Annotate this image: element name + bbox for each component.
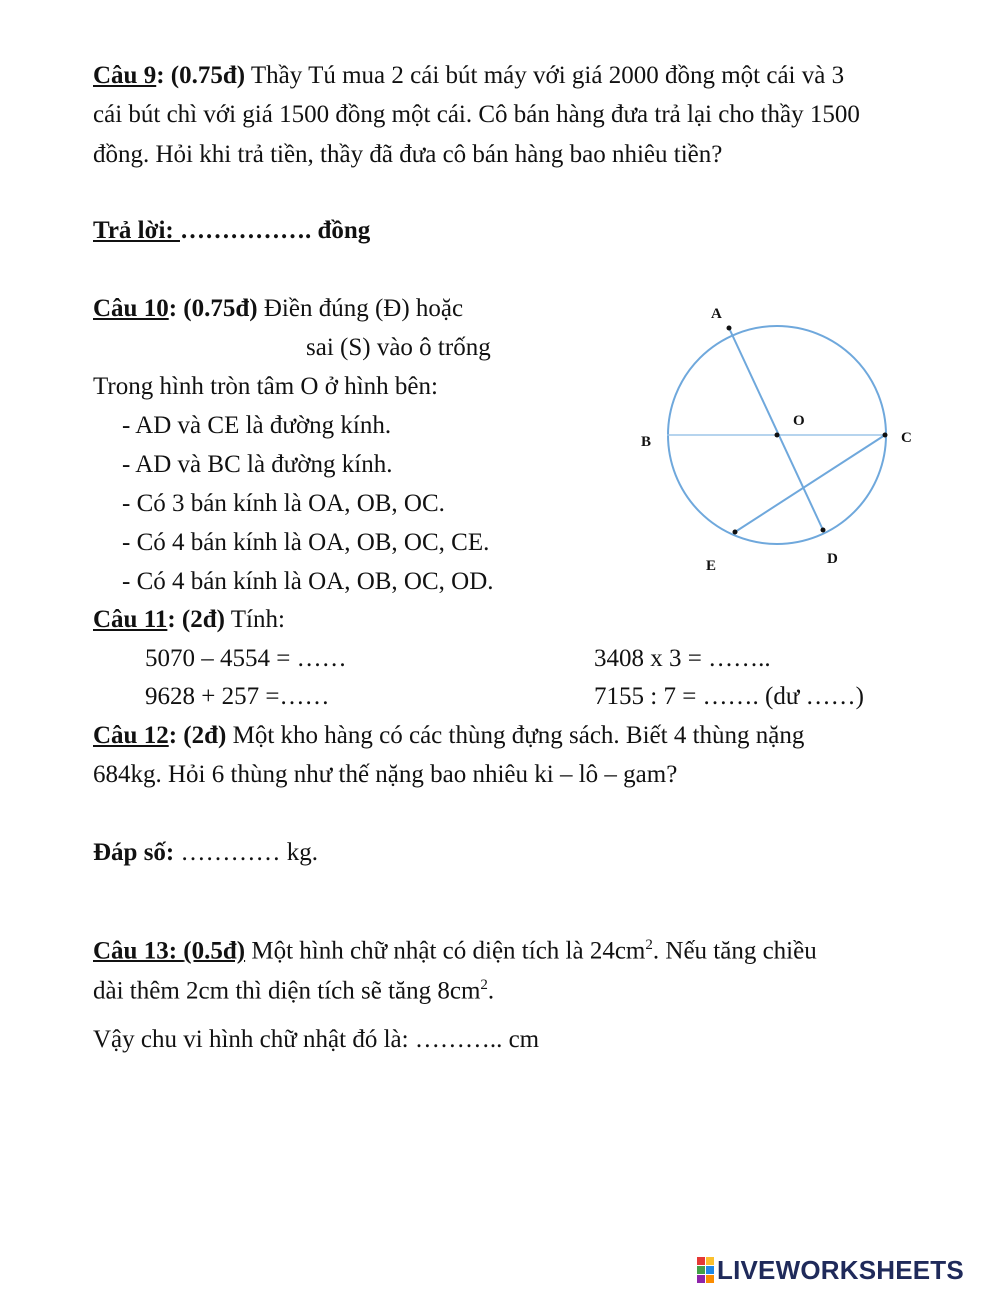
logo-block	[697, 1275, 705, 1283]
q13-sup-2: 2	[480, 977, 488, 993]
q12-label: Câu 12	[93, 722, 169, 749]
q13-points: (0.5đ)	[183, 937, 246, 965]
q11-calc-3[interactable]: 9628 + 257 =……	[145, 683, 330, 710]
logo-block	[697, 1257, 705, 1265]
logo-block	[706, 1275, 714, 1283]
logo-text: LIVEWORKSHEETS	[717, 1254, 964, 1285]
q11-calc-2[interactable]: 3408 x 3 = ……..	[594, 645, 771, 672]
point-d	[821, 528, 826, 533]
q13-sup-1: 2	[645, 937, 653, 953]
logo-block	[706, 1266, 714, 1274]
q13-line-3[interactable]: Vậy chu vi hình chữ nhật đó là: ……….. cm	[93, 1026, 540, 1053]
logo-block	[706, 1257, 714, 1265]
q12-points: : (2đ)	[168, 722, 227, 749]
q11-text: Tính:	[224, 606, 285, 633]
segment-ce	[735, 435, 885, 532]
point-e	[733, 530, 738, 535]
label-e: E	[706, 558, 717, 574]
q10-text-1: Điền đúng (Đ) hoặc	[257, 295, 464, 322]
logo-block	[697, 1266, 705, 1274]
q11-line-1	[93, 605, 285, 635]
q10-line-2: sai (S) vào ô trống	[306, 334, 491, 361]
q12-answer-blank[interactable]: ………… kg.	[174, 839, 319, 866]
segment-ad	[729, 328, 823, 530]
q10-item-1[interactable]: - AD và CE là đường kính.	[122, 412, 392, 439]
point-c	[883, 433, 888, 438]
q9-text-1: Thầy Tú mua 2 cái bút máy với giá 2000 đồng một cái và 3	[245, 62, 845, 89]
label-a: A	[711, 306, 722, 322]
q9-answer-blank[interactable]: ……………. đồng	[179, 217, 371, 244]
q11-calc-4[interactable]: 7155 : 7 = ……. (dư ……)	[594, 683, 864, 710]
q13-line-2	[93, 970, 494, 1006]
label-b: B	[641, 434, 652, 450]
q9-line-2: cái bút chì với giá 1500 đồng một cái. Cô bán hàng đưa trả lại cho thầy 1500	[93, 101, 860, 128]
q10-item-3[interactable]: - Có 3 bán kính là OA, OB, OC.	[122, 490, 445, 517]
label-d: D	[827, 551, 838, 567]
label-c: C	[901, 430, 912, 446]
q10-item-4[interactable]: - Có 4 bán kính là OA, OB, OC, CE.	[122, 529, 490, 556]
q12-line-1	[93, 721, 804, 751]
q10-label: Câu 10	[93, 295, 169, 322]
label-o: O	[793, 413, 805, 429]
q13-label: Câu 13:	[93, 937, 184, 965]
q13-text-1a: Một hình chữ nhật có diện tích là 24cm	[245, 937, 646, 965]
q13-text-2a: dài thêm 2cm thì diện tích sẽ tăng 8cm	[93, 977, 481, 1005]
q10-item-2[interactable]: - AD và BC là đường kính.	[122, 451, 393, 478]
q11-points: : (2đ)	[167, 606, 225, 633]
q9-answer-label: Trả lời:	[93, 217, 180, 244]
q11-label: Câu 11	[93, 606, 168, 633]
liveworksheets-logo	[697, 1254, 964, 1286]
q13-text-2b: .	[487, 977, 495, 1005]
q13-text-1b: . Nếu tăng chiều	[652, 937, 817, 965]
q12-line-2: 684kg. Hỏi 6 thùng như thế nặng bao nhiêu ki – lô – gam?	[93, 761, 678, 788]
q10-intro: Trong hình tròn tâm O ở hình bên:	[93, 373, 438, 400]
point-o	[775, 433, 780, 438]
q9-line-3: đồng. Hỏi khi trả tiền, thầy đã đưa cô bán hàng bao nhiêu tiền?	[93, 141, 723, 168]
q12-answer-label: Đáp số:	[93, 839, 175, 866]
q12-answer	[93, 838, 318, 868]
point-a	[727, 326, 732, 331]
q13-line-1	[93, 930, 817, 966]
q12-text-1: Một kho hàng có các thùng đựng sách. Biết 4 thùng nặng	[226, 722, 805, 749]
logo-icon	[697, 1257, 714, 1283]
q10-points: : (0.75đ)	[168, 295, 258, 322]
q11-calc-1[interactable]: 5070 – 4554 = ……	[145, 645, 347, 672]
q10-item-5[interactable]: - Có 4 bán kính là OA, OB, OC, OD.	[122, 568, 494, 595]
q9-label: Câu 9	[93, 62, 157, 89]
q9-points: : (0.75đ)	[156, 62, 246, 89]
